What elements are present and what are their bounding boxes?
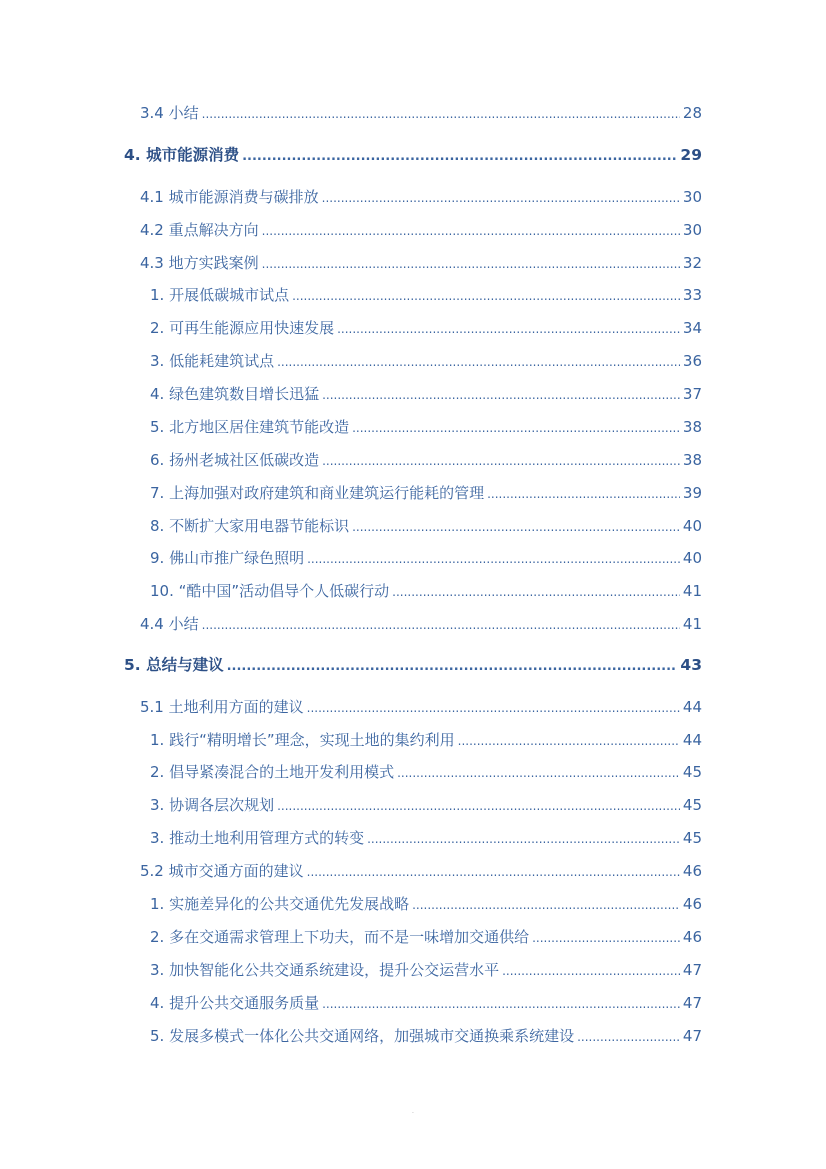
toc-entry[interactable]: [150, 893, 702, 916]
toc-entry[interactable]: [150, 482, 702, 505]
toc-page-number: 32: [682, 254, 702, 272]
toc-entry[interactable]: [140, 613, 702, 636]
toc-leader-dots: [227, 656, 678, 678]
toc-leader-dots: [322, 993, 680, 1015]
toc-entry[interactable]: [140, 696, 702, 719]
toc-page-number: 36: [682, 352, 702, 370]
toc-leader-dots: [202, 103, 680, 125]
toc-leader-dots: [532, 927, 680, 949]
toc-entry-label: 8. 不断扩大家用电器节能标识: [150, 517, 350, 535]
toc-entry[interactable]: [150, 926, 702, 949]
toc-entry-label: 4.3 地方实践案例: [140, 254, 259, 272]
toc-page-number: 41: [682, 615, 702, 633]
toc-entry-label: 2. 多在交通需求管理上下功夫，而不是一味增加交通供给: [150, 928, 530, 946]
toc-leader-dots: [577, 1026, 680, 1048]
toc-entry-label: 4.4 小结: [140, 615, 199, 633]
toc-entry-label: 6. 扬州老城社区低碳改造: [150, 451, 320, 469]
toc-leader-dots: [322, 450, 680, 472]
toc-page-number: 47: [682, 1027, 702, 1045]
toc-page-number: 38: [682, 451, 702, 469]
toc-entry-label: 4. 绿色建筑数目增长迅猛: [150, 385, 320, 403]
toc-leader-dots: [322, 187, 680, 209]
toc-entry-label: 9. 佛山市推广绿色照明: [150, 549, 305, 567]
footer-mark: ·: [412, 1110, 414, 1117]
toc-entry-label: 7. 上海加强对政府建筑和商业建筑运行能耗的管理: [150, 484, 485, 502]
toc-leader-dots: [337, 318, 680, 340]
toc-leader-dots: [202, 614, 680, 636]
toc-page-number: 37: [682, 385, 702, 403]
toc-entry[interactable]: [150, 1025, 702, 1048]
toc-entry[interactable]: [150, 547, 702, 570]
toc-entry-label: 2. 倡导紧凑混合的土地开发利用模式: [150, 763, 395, 781]
toc-entry[interactable]: [150, 383, 702, 406]
toc-entry[interactable]: [150, 794, 702, 817]
toc-entry-label: 1. 践行“精明增长”理念，实现土地的集约利用: [150, 731, 455, 749]
toc-leader-dots: [367, 828, 680, 850]
toc-entry[interactable]: [140, 252, 702, 275]
toc-entry[interactable]: [150, 959, 702, 982]
toc-leader-dots: [458, 730, 680, 752]
toc-chapter[interactable]: [124, 144, 702, 168]
toc-entry[interactable]: [150, 350, 702, 373]
toc-leader-dots: [292, 285, 680, 307]
toc-leader-dots: [262, 253, 680, 275]
toc-leader-dots: [307, 548, 680, 570]
toc-entry-label: 5.1 土地利用方面的建议: [140, 698, 304, 716]
toc-page-number: 40: [682, 549, 702, 567]
toc-leader-dots: [277, 795, 680, 817]
toc-entry[interactable]: [150, 827, 702, 850]
toc-entry[interactable]: [140, 186, 702, 209]
toc-leader-dots: [242, 146, 677, 168]
toc-entry-label: 4. 城市能源消费: [124, 146, 240, 164]
toc-page-number: 40: [682, 517, 702, 535]
toc-leader-dots: [412, 894, 680, 916]
toc-page-number: 46: [682, 862, 702, 880]
toc-page-number: 33: [682, 286, 702, 304]
toc-page-number: 46: [682, 928, 702, 946]
toc-chapter[interactable]: [124, 654, 702, 678]
toc-entry[interactable]: [150, 761, 702, 784]
toc-entry-label: 5. 总结与建议: [124, 656, 224, 674]
toc-entry[interactable]: [150, 284, 702, 307]
toc-page-number: 46: [682, 895, 702, 913]
toc-entry-label: 3. 推动土地利用管理方式的转变: [150, 829, 365, 847]
toc-page-number: 47: [682, 994, 702, 1012]
toc-entry[interactable]: [150, 992, 702, 1015]
toc-page-number: 43: [680, 656, 702, 674]
toc-leader-dots: [262, 220, 680, 242]
toc-page-number: 30: [682, 221, 702, 239]
toc-entry-label: 5. 北方地区居住建筑节能改造: [150, 418, 350, 436]
toc-page-number: 45: [682, 829, 702, 847]
toc-entry[interactable]: [140, 219, 702, 242]
toc-page-number: 44: [682, 731, 702, 749]
toc-entry-label: 3.4 小结: [140, 104, 199, 122]
toc-page-number: 29: [680, 146, 702, 164]
toc-leader-dots: [397, 762, 680, 784]
toc-page-number: 34: [682, 319, 702, 337]
toc-entry[interactable]: [150, 729, 702, 752]
toc-leader-dots: [277, 351, 680, 373]
toc-leader-dots: [352, 417, 680, 439]
toc-entry-label: 4. 提升公共交通服务质量: [150, 994, 320, 1012]
toc-entry[interactable]: [150, 580, 702, 603]
toc-page-number: 44: [682, 698, 702, 716]
toc-entry-label: 1. 开展低碳城市试点: [150, 286, 290, 304]
toc-entry[interactable]: [150, 449, 702, 472]
toc-entry-label: 5.2 城市交通方面的建议: [140, 862, 304, 880]
toc-leader-dots: [392, 581, 680, 603]
toc-entry-label: 3. 协调各层次规划: [150, 796, 275, 814]
toc-entry-label: 3. 低能耗建筑试点: [150, 352, 275, 370]
toc-entry-label: 4.1 城市能源消费与碳排放: [140, 188, 319, 206]
toc-entry-label: 5. 发展多模式一体化公共交通网络，加强城市交通换乘系统建设: [150, 1027, 575, 1045]
toc-entry-label: 10. “酷中国”活动倡导个人低碳行动: [150, 582, 390, 600]
toc-leader-dots: [307, 861, 680, 883]
toc-entry[interactable]: [150, 416, 702, 439]
toc-entry[interactable]: [150, 317, 702, 340]
toc-leader-dots: [502, 960, 680, 982]
toc-page-number: 28: [682, 104, 702, 122]
toc-page-number: 45: [682, 796, 702, 814]
toc-leader-dots: [487, 483, 680, 505]
toc-page-number: 30: [682, 188, 702, 206]
toc-leader-dots: [307, 697, 680, 719]
toc-entry-label: 3. 加快智能化公共交通系统建设，提升公交运营水平: [150, 961, 500, 979]
toc-entry-label: 1. 实施差异化的公共交通优先发展战略: [150, 895, 410, 913]
toc-entry[interactable]: [150, 515, 702, 538]
toc-entry[interactable]: [140, 860, 702, 883]
toc-page-number: 45: [682, 763, 702, 781]
toc-entry[interactable]: [140, 102, 702, 125]
toc-page-number: 39: [682, 484, 702, 502]
toc-page-number: 38: [682, 418, 702, 436]
toc-leader-dots: [352, 516, 680, 538]
toc-entry-label: 2. 可再生能源应用快速发展: [150, 319, 335, 337]
toc-entry-label: 4.2 重点解决方向: [140, 221, 259, 239]
toc-page-number: 47: [682, 961, 702, 979]
toc-leader-dots: [322, 384, 680, 406]
toc-page-number: 41: [682, 582, 702, 600]
